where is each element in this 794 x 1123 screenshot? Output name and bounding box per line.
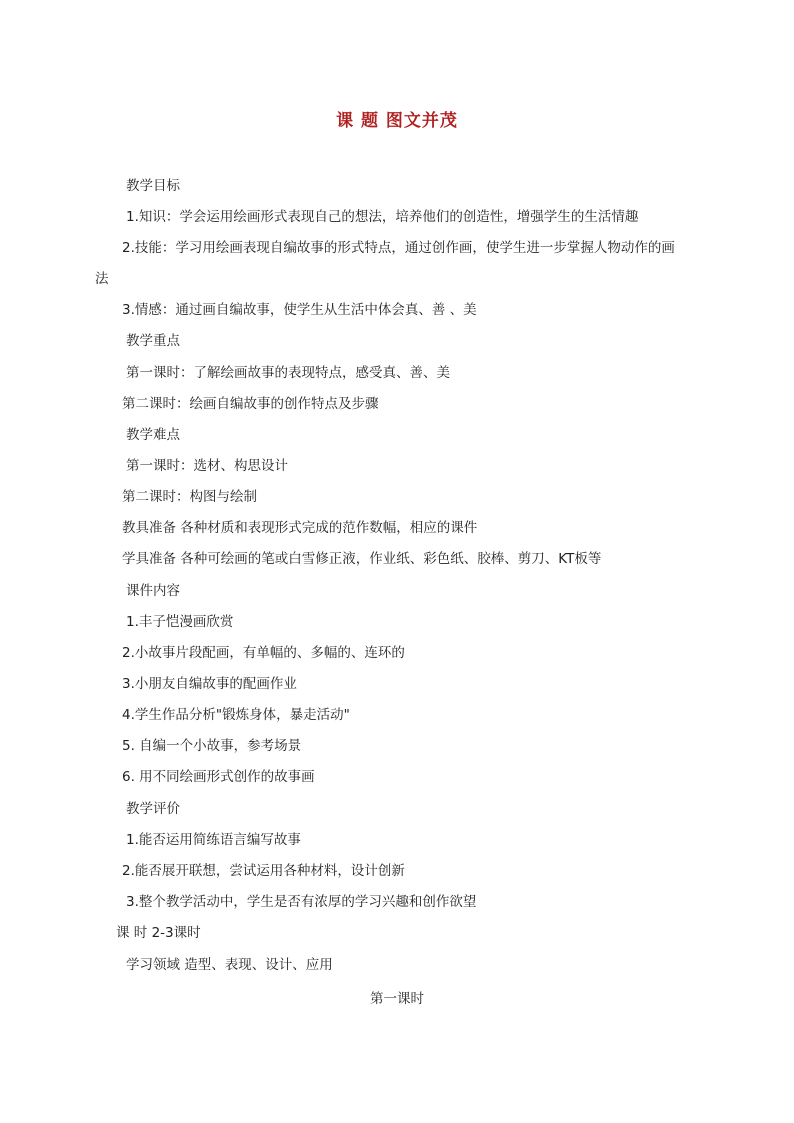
section-heading-teaching-goals: 教学目标 (126, 178, 180, 194)
class-hours: 课 时 2-3课时 (116, 925, 201, 941)
lesson-title: 课 题 图文并茂 (336, 111, 458, 131)
goal-knowledge: 1.知识：学会运用绘画形式表现自己的想法，培养他们的创造性，增强学生的生活情趣 (126, 209, 639, 225)
courseware-item-3: 3.小朋友自编故事的配画作业 (122, 676, 297, 692)
evaluation-item-3: 3.整个教学活动中，学生是否有浓厚的学习兴趣和创作欲望 (126, 894, 477, 910)
courseware-item-6: 6. 用不同绘画形式创作的故事画 (122, 769, 315, 785)
difficulty-lesson-2: 第二课时：构图与绘制 (122, 489, 257, 505)
courseware-item-4: 4.学生作品分析"锻炼身体，暴走活动" (122, 707, 350, 723)
section-heading-difficulties: 教学难点 (126, 427, 180, 443)
section-heading-courseware: 课件内容 (126, 583, 180, 599)
student-materials: 学具准备 各种可绘画的笔或白雪修正液，作业纸、彩色纸、胶棒、剪刀、KT板等 (122, 551, 602, 567)
evaluation-item-1: 1.能否运用简练语言编写故事 (126, 832, 301, 848)
section-heading-evaluation: 教学评价 (126, 801, 180, 817)
goal-skill-continued: 法 (95, 271, 109, 287)
courseware-item-5: 5. 自编一个小故事，参考场景 (122, 738, 302, 754)
goal-emotion: 3.情感：通过画自编故事，使学生从生活中体会真、善 、美 (122, 302, 477, 318)
learning-domain: 学习领域 造型、表现、设计、应用 (126, 957, 333, 973)
goal-skill: 2.技能：学习用绘画表现自编故事的形式特点，通过创作画，使学生进一步掌握人物动作的画 (122, 240, 675, 256)
key-point-lesson-1: 第一课时：了解绘画故事的表现特点，感受真、善、美 (126, 365, 450, 381)
evaluation-item-2: 2.能否展开联想，尝试运用各种材料，设计创新 (122, 863, 405, 879)
courseware-item-2: 2.小故事片段配画，有单幅的、多幅的、连环的 (122, 645, 405, 661)
teaching-aids: 教具准备 各种材质和表现形式完成的范作数幅，相应的课件 (122, 520, 478, 536)
key-point-lesson-2: 第二课时：绘画自编故事的创作特点及步骤 (122, 396, 379, 412)
section-heading-key-points: 教学重点 (126, 333, 180, 349)
lesson-1-heading: 第一课时 (370, 991, 424, 1007)
courseware-item-1: 1.丰子恺漫画欣赏 (126, 614, 234, 630)
difficulty-lesson-1: 第一课时：选材、构思设计 (126, 458, 288, 474)
